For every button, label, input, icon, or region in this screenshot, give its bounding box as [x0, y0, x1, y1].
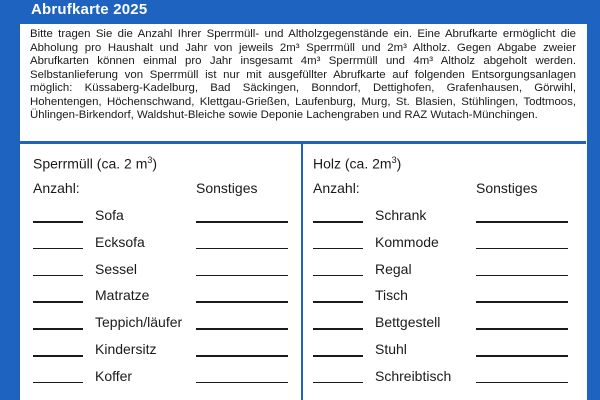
right-count-line-4[interactable] [313, 328, 363, 330]
right-count-line-6[interactable] [313, 382, 363, 384]
left-count-line-4[interactable] [33, 328, 83, 330]
left-other-line-3[interactable] [196, 301, 288, 303]
holz-heading [313, 155, 401, 172]
left-other-line-1[interactable] [196, 248, 288, 250]
right-item-label: Kommode [375, 233, 439, 250]
holz-heading-sup: 3 [391, 155, 397, 165]
column-divider [301, 144, 303, 400]
right-item-label: Schreibtisch [375, 367, 452, 384]
intro-paragraph: Bitte tragen Sie die Anzahl Ihrer Sperrmüll- und Altholzgegenstände ein. Eine Abrufkarte ermöglicht die Abholung pro Haushalt und Jahr von jeweils 2m³ Sperrmüll und 2m³ Altholz. Gegen Abgabe zweier Abrufkarten können einmal pro Jahr insgesamt 4m³ Sperrmüll und 4m³ Altholz abgeholt werden. Selbstanlieferung von Sperrmüll ist nur mit ausgefüllter Abrufkarte auf folgenden Entsorgungsanlagen möglich: Küssaberg-Kadelburg, Bad Säckingen, Bonndorf, Dettighofen, Grafenhausen, Görwihl, Hohentengen, Höchenschwand, Klettgau-Grießen, Laufenburg, Murg, St. Blasien, Stühlingen, Todtmoos, Ühlingen-Birkendorf, Waldshut-Bleiche sowie Deponie Lachengraben und RAZ Wutach-Münchingen. [30, 28, 576, 121]
right-other-line-4[interactable] [476, 328, 568, 330]
left-other-line-5[interactable] [196, 355, 288, 357]
right-other-line-0[interactable] [476, 221, 568, 223]
left-count-line-5[interactable] [33, 355, 83, 357]
left-item-label: Kindersitz [95, 341, 157, 357]
right-count-line-2[interactable] [313, 275, 363, 277]
right-item-label: Tisch [375, 287, 408, 304]
right-other-line-5[interactable] [476, 355, 568, 357]
left-other-line-4[interactable] [196, 328, 288, 330]
right-item-label: Regal [375, 260, 412, 277]
right-other-line-1[interactable] [476, 248, 568, 250]
sperrmuell-count-label: Anzahl: [33, 180, 80, 196]
left-count-line-1[interactable] [33, 248, 83, 250]
left-count-line-2[interactable] [33, 275, 83, 277]
sperrmuell-heading [33, 155, 157, 172]
right-count-line-0[interactable] [313, 221, 363, 223]
right-item-label: Bettgestell [375, 314, 441, 331]
left-count-line-0[interactable] [33, 221, 83, 223]
left-other-line-6[interactable] [196, 382, 288, 384]
holz-count-label: Anzahl: [313, 180, 360, 196]
left-item-label: Teppich/läufer [95, 314, 183, 331]
left-item-label: Sessel [95, 260, 138, 277]
holz-heading-end: ) [396, 155, 402, 172]
card-header [0, 0, 600, 24]
right-count-line-3[interactable] [313, 301, 363, 303]
left-item-label: Koffer [95, 367, 133, 384]
left-count-line-3[interactable] [33, 301, 83, 303]
holz-heading-text: Holz (ca. 2m [313, 155, 392, 172]
sperrmuell-heading-end: ) [152, 155, 158, 172]
right-count-line-1[interactable] [313, 248, 363, 250]
left-item-label: Matratze [95, 287, 150, 304]
left-other-line-2[interactable] [196, 275, 288, 277]
right-item-label: Schrank [375, 207, 427, 223]
right-other-line-3[interactable] [476, 301, 568, 303]
card-title: Abrufkarte 2025 [31, 1, 148, 18]
sperrmuell-other-label: Sonstiges [196, 180, 258, 196]
sperrmuell-heading-sup: 3 [147, 155, 153, 165]
left-other-line-0[interactable] [196, 221, 288, 223]
left-item-label: Sofa [95, 207, 124, 223]
sperrmuell-heading-text: Sperrmüll (ca. 2 m [33, 155, 148, 172]
holz-other-label: Sonstiges [476, 180, 538, 196]
right-count-line-5[interactable] [313, 355, 363, 357]
left-item-label: Ecksofa [95, 233, 145, 250]
left-count-line-6[interactable] [33, 382, 83, 384]
right-item-label: Stuhl [375, 341, 407, 357]
right-other-line-2[interactable] [476, 275, 568, 277]
right-other-line-6[interactable] [476, 382, 568, 384]
